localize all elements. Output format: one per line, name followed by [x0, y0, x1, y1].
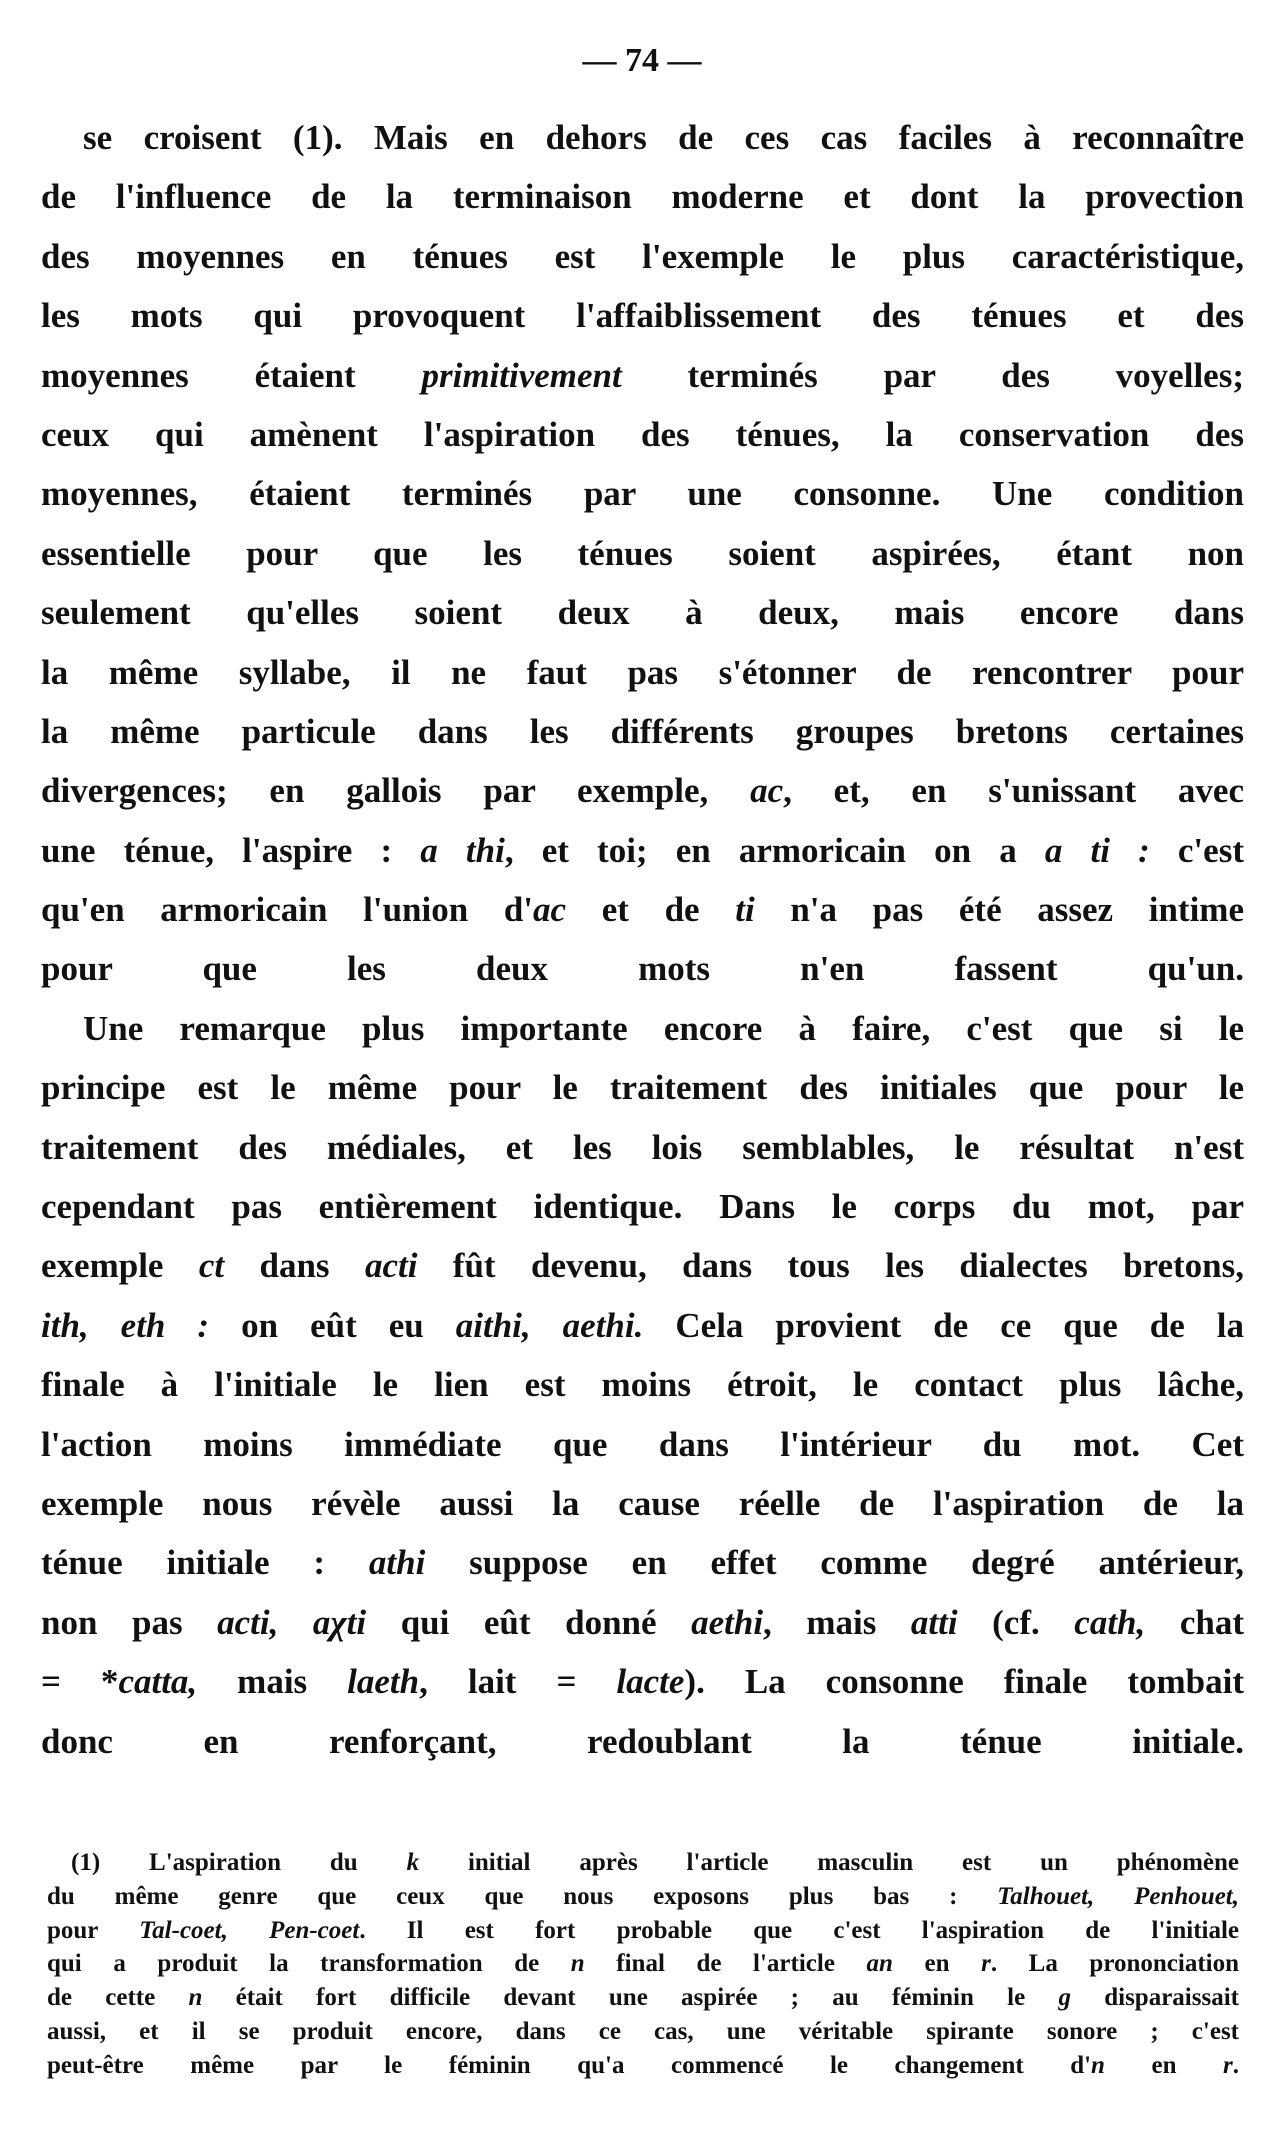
- text-run: une ténue, l'aspire :: [41, 830, 421, 870]
- footnote-line: [47, 1880, 1239, 1914]
- text-run: la même particule dans les différents groupes bretons certaines: [41, 711, 1244, 751]
- text-run: seulement qu'elles soient deux à deux, mais encore dans: [41, 593, 1244, 633]
- text-run: les mots qui provoquent l'affaiblissement des ténues et des: [41, 296, 1244, 336]
- italic-text: primitivement: [421, 355, 622, 395]
- text-run: exemple: [41, 1246, 199, 1286]
- italic-text: r: [1223, 2051, 1233, 2079]
- text-line: [41, 1296, 1244, 1355]
- page-number: — 74 —: [582, 42, 702, 79]
- italic-text: atti: [910, 1602, 958, 1642]
- text-line: [41, 1593, 1244, 1652]
- text-line: [41, 1236, 1244, 1295]
- text-line: [41, 821, 1244, 880]
- italic-text: g: [1058, 1984, 1071, 2012]
- italic-text: laeth: [347, 1662, 420, 1702]
- text-run: Cela provient de ce que de la: [643, 1305, 1245, 1345]
- text-run: aussi, et il se produit encore, dans ce cas, une véritable spirante sonore ; c'est: [47, 2017, 1239, 2045]
- text-run: mais: [197, 1662, 348, 1702]
- text-run: ceux qui amènent l'aspiration des ténues, la conservation des: [41, 414, 1244, 454]
- text-run: dans: [224, 1246, 365, 1286]
- text-run: . La prononciation: [990, 1950, 1239, 1978]
- text-line: [41, 1118, 1244, 1177]
- text-line: [41, 1058, 1244, 1117]
- text-run: se croisent (1). Mais en dehors de ces cas faciles à reconnaître: [83, 118, 1244, 157]
- text-line: [41, 1177, 1244, 1236]
- text-run: terminés par des voyelles;: [621, 355, 1244, 395]
- footnote-line: [47, 1914, 1239, 1948]
- text-run: initial après l'article masculin est un phénomène: [419, 1849, 1239, 1876]
- italic-text: n: [1091, 2051, 1105, 2079]
- italic-text: cath,: [1074, 1602, 1146, 1642]
- italic-text: n: [188, 1984, 203, 2012]
- text-run: de cette: [47, 1984, 189, 2012]
- text-run: donc en renforçant, redoublant la ténue initiale.: [41, 1721, 1244, 1761]
- text-run: principe est le même pour le traitement des initiales que pour le: [41, 1068, 1244, 1108]
- text-run: . Il est fort probable que c'est l'aspiration de l'initiale: [359, 1916, 1240, 1944]
- text-run: en: [1104, 2051, 1224, 2079]
- text-run: final de l'article: [584, 1950, 867, 1978]
- text-run: finale à l'initiale le lien est moins étroit, le contact plus lâche,: [41, 1365, 1244, 1405]
- text-line: [41, 464, 1244, 523]
- text-run: fût devenu, dans tous les dialectes bretons,: [417, 1246, 1244, 1286]
- text-run: exemple nous révèle aussi la cause réelle de l'aspiration de la: [41, 1483, 1244, 1523]
- italic-text: r: [981, 1950, 991, 1978]
- text-run: disparaissait: [1070, 1984, 1239, 2012]
- text-run: cependant pas entièrement identique. Dans le corps du mot, par: [41, 1187, 1244, 1227]
- text-line: [41, 227, 1244, 286]
- paragraph: [41, 999, 1244, 1771]
- text-run: , lait =: [419, 1662, 617, 1702]
- text-run: chat: [1145, 1602, 1244, 1642]
- italic-text: a ti :: [1044, 830, 1150, 870]
- footnote-line: [47, 1846, 1239, 1880]
- text-run: traitement des médiales, et les lois semblables, le résultat n'est: [41, 1127, 1244, 1167]
- italic-text: a thi: [420, 830, 505, 870]
- italic-text: acti: [364, 1246, 418, 1286]
- italic-text: aithi, aethi.: [455, 1305, 644, 1345]
- footnote-line: [47, 2015, 1239, 2049]
- italic-text: aethi: [691, 1602, 764, 1642]
- text-line: [41, 643, 1244, 702]
- text-run: qui a produit la transformation de: [47, 1950, 571, 1978]
- text-line: [41, 880, 1244, 939]
- text-run: peut-être même par le féminin qu'a commencé le changement d': [47, 2051, 1092, 2079]
- text-run: = *: [41, 1662, 119, 1702]
- text-run: divergences; en gallois par exemple,: [41, 771, 751, 811]
- text-line: [41, 1533, 1244, 1592]
- text-line: [41, 1712, 1244, 1771]
- italic-text: athi: [368, 1543, 426, 1583]
- text-run: , mais: [763, 1602, 911, 1642]
- text-run: (cf.: [957, 1602, 1075, 1642]
- text-run: (1) L'aspiration du: [71, 1849, 407, 1876]
- italic-text: ac: [533, 890, 567, 930]
- footnote: [47, 1846, 1239, 2083]
- text-run: Une remarque plus importante encore à faire, c'est que si le: [83, 1008, 1244, 1048]
- text-run: en: [892, 1950, 982, 1978]
- text-line: [41, 583, 1244, 642]
- text-run: ténue initiale :: [41, 1543, 369, 1583]
- text-run: était fort difficile devant une aspirée ; au féminin le: [202, 1984, 1059, 2012]
- italic-text: ti: [735, 890, 755, 930]
- text-line: [41, 1652, 1244, 1711]
- text-run: , et, en s'unissant avec: [783, 771, 1245, 811]
- italic-text: ct: [198, 1246, 225, 1286]
- text-run: n'a pas été assez intime: [754, 890, 1244, 930]
- text-run: et de: [566, 890, 736, 930]
- text-line: [41, 1415, 1244, 1474]
- text-line: [41, 524, 1244, 583]
- text-line: [41, 286, 1244, 345]
- footnote-line: [47, 2049, 1239, 2083]
- text-run: la même syllabe, il ne faut pas s'étonner de rencontrer pour: [41, 652, 1244, 692]
- text-run: qui eût donné: [366, 1602, 692, 1642]
- italic-text: Tal-coet, Pen-coet: [139, 1916, 360, 1944]
- main-text: [41, 108, 1244, 1771]
- text-run: de l'influence de la terminaison moderne et dont la provection: [41, 177, 1244, 217]
- text-run: qu'en armoricain l'union d': [41, 890, 534, 930]
- text-line: [41, 167, 1244, 226]
- text-run: ). La consonne finale tombait: [684, 1662, 1244, 1702]
- text-line: [41, 346, 1244, 405]
- text-line: [41, 1355, 1244, 1414]
- italic-text: n: [570, 1950, 585, 1978]
- text-run: pour que les deux mots n'en fassent qu'un.: [41, 949, 1244, 989]
- text-run: non pas: [41, 1602, 218, 1642]
- italic-text: an: [866, 1950, 893, 1978]
- text-line: [41, 761, 1244, 820]
- footnote-line: [47, 1981, 1239, 2015]
- text-run: essentielle pour que les ténues soient aspirées, étant non: [41, 533, 1244, 573]
- text-line: [41, 999, 1244, 1058]
- paragraph: [41, 108, 1244, 999]
- text-line: [41, 405, 1244, 464]
- text-line: [41, 939, 1244, 998]
- text-line: [41, 702, 1244, 761]
- italic-text: lacte: [616, 1662, 685, 1702]
- footnote-line: [47, 1947, 1239, 1981]
- italic-text: ith, eth :: [41, 1305, 210, 1345]
- text-run: suppose en effet comme degré antérieur,: [425, 1543, 1244, 1583]
- text-run: du même genre que ceux que nous exposons plus bas :: [47, 1882, 998, 1910]
- text-run: pour: [47, 1916, 140, 1944]
- text-line: [41, 108, 1244, 167]
- text-run: c'est: [1149, 830, 1244, 870]
- italic-text: ac: [750, 771, 784, 811]
- italic-text: k: [406, 1849, 420, 1876]
- text-run: l'action moins immédiate que dans l'intérieur du mot. Cet: [41, 1424, 1244, 1464]
- text-line: [41, 1474, 1244, 1533]
- text-run: des moyennes en ténues est l'exemple le plus caractéristique,: [41, 236, 1244, 276]
- text-run: .: [1232, 2051, 1239, 2079]
- italic-text: catta,: [118, 1662, 198, 1702]
- text-run: , et toi; en armoricain on a: [504, 830, 1045, 870]
- italic-text: Talhouet, Penhouet,: [997, 1882, 1239, 1910]
- text-run: moyennes, étaient terminés par une consonne. Une condition: [41, 474, 1244, 514]
- italic-text: acti, aχti: [217, 1602, 367, 1642]
- text-run: on eût eu: [209, 1305, 456, 1345]
- text-run: moyennes étaient: [41, 355, 422, 395]
